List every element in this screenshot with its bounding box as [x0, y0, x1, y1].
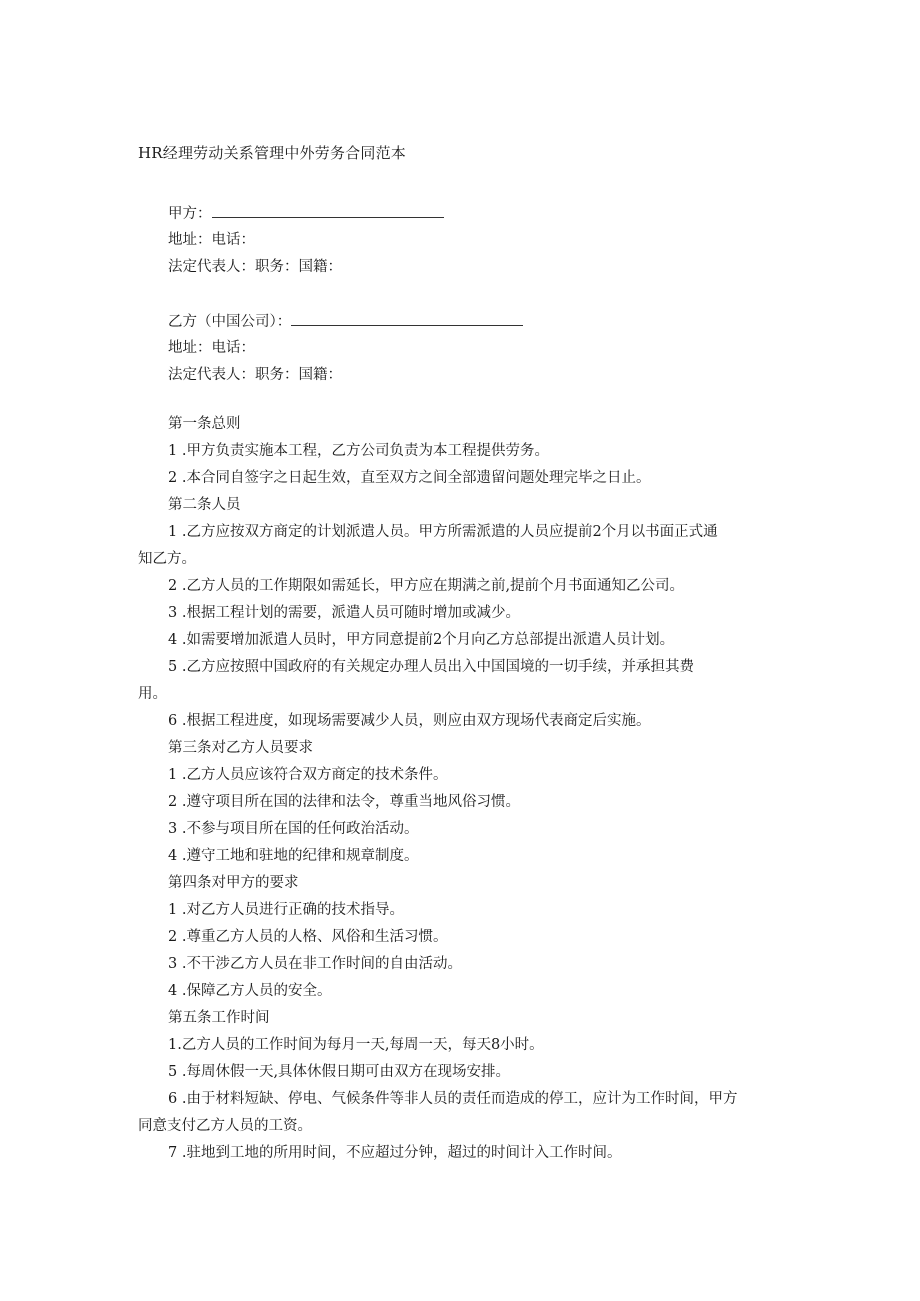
- party-b-label: 乙方（中国公司）：: [168, 314, 292, 330]
- clause: 3 .不干涉乙方人员在非工作时间的自由活动。: [168, 956, 462, 972]
- article-2-heading: 第二条人员: [168, 497, 241, 513]
- article-4-heading: 第四条对甲方的要求: [168, 875, 299, 891]
- document-title: HR经理劳动关系管理中外劳务合同范本: [138, 144, 406, 162]
- party-b-blank: [291, 311, 523, 326]
- clause-continuation: 同意支付乙方人员的工资。: [138, 1118, 312, 1134]
- clause: 1 .乙方应按双方商定的计划派遣人员。甲方所需派遣的人员应提前2个月以书面正式通: [168, 524, 718, 540]
- clause: 1 .乙方人员应该符合双方商定的技术条件。: [168, 767, 448, 783]
- clause: 5 .乙方应按照中国政府的有关规定办理人员出入中国国境的一切手续，并承担其费: [168, 659, 694, 675]
- party-a-address: 地址：电话：: [168, 232, 255, 248]
- clause: 1 .对乙方人员进行正确的技术指导。: [168, 902, 404, 918]
- clause: 6 .根据工程进度，如现场需要减少人员，则应由双方现场代表商定后实施。: [168, 713, 651, 729]
- clause: 4 .如需要增加派遣人员时，甲方同意提前2个月向乙方总部提出派遣人员计划。: [168, 632, 675, 648]
- party-a-blank: [212, 203, 444, 218]
- clause: 7 .驻地到工地的所用时间，不应超过分钟，超过的时间计入工作时间。: [168, 1145, 622, 1161]
- clause: 4 .遵守工地和驻地的纪律和规章制度。: [168, 848, 419, 864]
- party-a-line: [168, 203, 444, 224]
- article-5-heading: 第五条工作时间: [168, 1010, 270, 1026]
- clause: 3 .根据工程计划的需要，派遣人员可随时增加或减少。: [168, 605, 520, 621]
- clause: 2 .尊重乙方人员的人格、风俗和生活习惯。: [168, 929, 448, 945]
- party-a-rep: 法定代表人：职务：国籍：: [168, 259, 342, 275]
- clause: 6 .由于材料短缺、停电、气候条件等非人员的责任而造成的停工，应计为工作时间，甲方: [168, 1091, 738, 1107]
- clause: 1 .甲方负责实施本工程，乙方公司负责为本工程提供劳务。: [168, 443, 549, 459]
- party-a-label: 甲方：: [168, 206, 212, 222]
- article-3-heading: 第三条对乙方人员要求: [168, 740, 313, 756]
- clause-continuation: 知乙方。: [138, 551, 196, 567]
- article-1-heading: 第一条总则: [168, 416, 241, 432]
- clause: 4 .保障乙方人员的安全。: [168, 983, 332, 999]
- clause: 5 .每周休假一天,具体休假日期可由双方在现场安排。: [168, 1064, 511, 1080]
- party-b-line: [168, 311, 523, 332]
- clause: 1.乙方人员的工作时间为每月一天,每周一天，每天8小时。: [168, 1037, 544, 1053]
- clause: 2 .遵守项目所在国的法律和法令，尊重当地风俗习惯。: [168, 794, 520, 810]
- clause: 2 .本合同自签字之日起生效，直至双方之间全部遗留问题处理完毕之日止。: [168, 470, 651, 486]
- party-b-rep: 法定代表人：职务：国籍：: [168, 367, 342, 383]
- clause: 2 .乙方人员的工作期限如需延长，甲方应在期满之前,提前个月书面通知乙公司。: [168, 578, 685, 594]
- party-b-address: 地址：电话：: [168, 340, 255, 356]
- clause-continuation: 用。: [138, 686, 167, 702]
- clause: 3 .不参与项目所在国的任何政治活动。: [168, 821, 419, 837]
